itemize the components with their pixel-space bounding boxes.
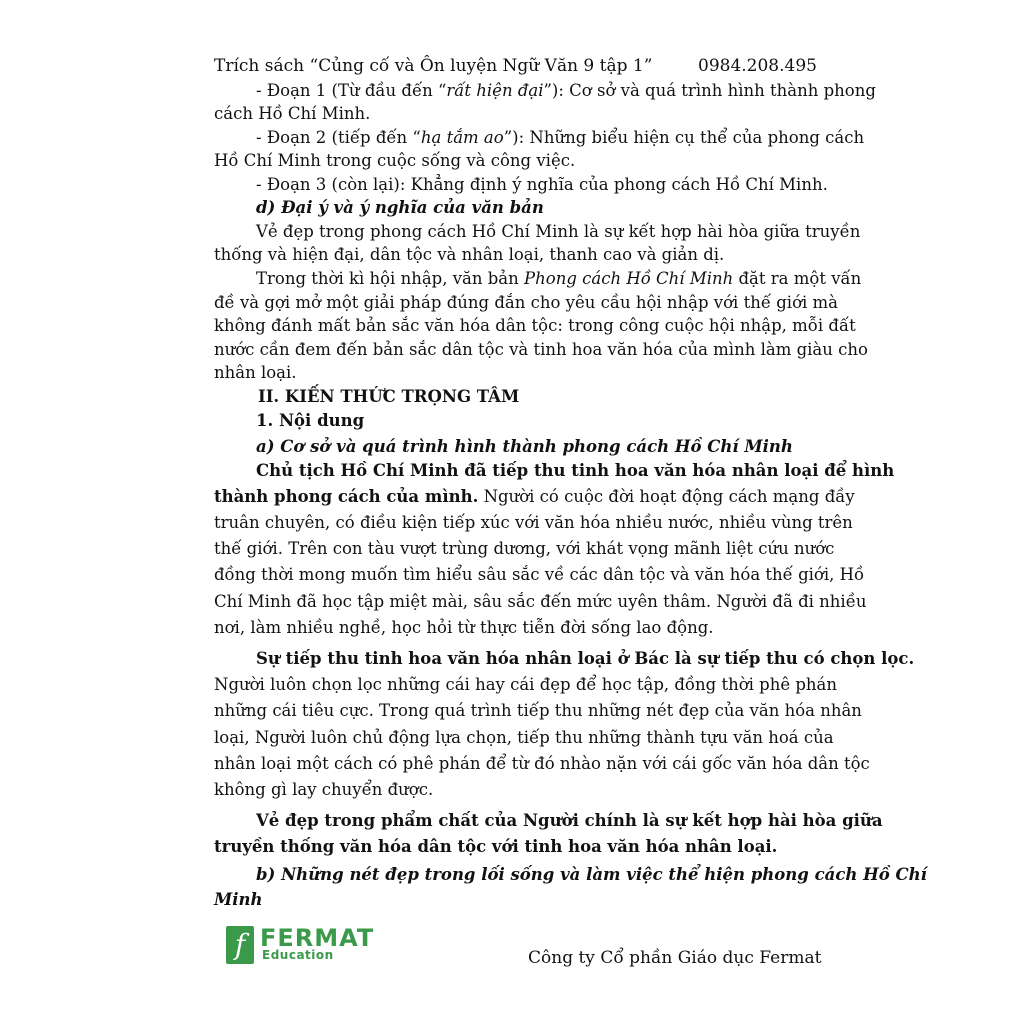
text-line-bold: Chủ tịch Hồ Chí Minh đã tiếp thu tinh hoa văn hóa nhân loại để hình [256, 461, 895, 480]
subheading-b: b) Những nét đẹp trong lối sống và làm việc thể hiện phong cách Hồ Chí [256, 865, 927, 884]
fermat-logo-icon: f [226, 926, 254, 964]
text-line: Chí Minh đã học tập miệt mài, sâu sắc đến mức uyên thâm. Người đã đi nhiều [214, 592, 867, 611]
text-line-bold: Vẻ đẹp trong phẩm chất của Người chính là sự kết hợp hài hòa giữa [256, 811, 883, 830]
text-span-italic: rất hiện đại [446, 81, 544, 100]
subheading-a: a) Cơ sở và quá trình hình thành phong cách Hồ Chí Minh [256, 437, 793, 456]
logo-subtitle: Education [262, 948, 334, 962]
subheading-b-cont: Minh [214, 890, 263, 909]
text-line: nhân loại. [214, 363, 297, 382]
text-line: thống và hiện đại, dân tộc và nhân loại, thanh cao và giản dị. [214, 245, 725, 264]
text-line: những cái tiêu cực. Trong quá trình tiếp thu những nét đẹp của văn hóa nhân [214, 701, 862, 720]
logo-title: FERMAT [260, 924, 375, 952]
text-line: Vẻ đẹp trong phong cách Hồ Chí Minh là sự kết hợp hài hòa giữa truyền [256, 222, 861, 241]
text-line: cách Hồ Chí Minh. [214, 104, 371, 123]
footer-company: Công ty Cổ phần Giáo dục Fermat [528, 948, 822, 968]
text-span: Người có cuộc đời hoạt động cách mạng đầy [478, 487, 855, 506]
text-span: đặt ra một vấn [733, 269, 862, 288]
text-line-bold: Sự tiếp thu tinh hoa văn hóa nhân loại ở Bác là sự tiếp thu có chọn lọc. [256, 649, 915, 668]
text-line: loại, Người luôn chủ động lựa chọn, tiếp thu những thành tựu văn hoá của [214, 728, 834, 747]
text-span-bold: thành phong cách của mình. [214, 487, 479, 506]
text-span: - Đoạn 2 (tiếp đến “ [256, 128, 421, 147]
fermat-logo [226, 926, 376, 966]
text-span: ”): Những biểu hiện cụ thể của phong cách [503, 128, 865, 147]
text-line: nơi, làm nhiều nghề, học hỏi từ thực tiễn đời sống lao động. [214, 618, 714, 637]
text-line [256, 80, 876, 102]
text-line: không đánh mất bản sắc văn hóa dân tộc: trong công cuộc hội nhập, mỗi đất [214, 316, 856, 335]
text-line: truân chuyên, có điều kiện tiếp xúc với văn hóa nhiều nước, nhiều vùng trên [214, 513, 853, 532]
text-span-italic: Phong cách Hồ Chí Minh [524, 269, 734, 288]
text-span-italic: hạ tắm ao [420, 128, 504, 147]
text-line: Hồ Chí Minh trong cuộc sống và công việc. [214, 151, 576, 170]
subheading-noi-dung: 1. Nội dung [256, 411, 365, 430]
text-line: Người luôn chọn lọc những cái hay cái đẹp để học tập, đồng thời phê phán [214, 675, 838, 694]
section-heading-ii: II. KIẾN THỨC TRỌNG TÂM [258, 387, 520, 406]
text-line: nước cần đem đến bản sắc dân tộc và tinh hoa văn hóa của mình làm giàu cho [214, 340, 868, 359]
text-line [256, 127, 865, 149]
text-line: nhân loại một cách có phê phán để từ đó nhào nặn với cái gốc văn hóa dân tộc [214, 754, 870, 773]
text-line: không gì lay chuyển được. [214, 780, 434, 799]
text-line-bold: truyền thống văn hóa dân tộc với tinh hoa văn hóa nhân loại. [214, 837, 778, 856]
section-heading-d: d) Đại ý và ý nghĩa của văn bản [256, 198, 544, 217]
header-book-title: Trích sách “Củng cố và Ôn luyện Ngữ Văn 9 tập 1” [214, 56, 653, 76]
text-line [214, 486, 855, 508]
header-phone: 0984.208.495 [698, 56, 817, 76]
text-span: ”): Cơ sở và quá trình hình thành phong [543, 81, 876, 100]
text-span: Trong thời kì hội nhập, văn bản [256, 269, 525, 288]
text-line [256, 268, 862, 290]
text-line: - Đoạn 3 (còn lại): Khẳng định ý nghĩa của phong cách Hồ Chí Minh. [256, 175, 828, 194]
text-line: đồng thời mong muốn tìm hiểu sâu sắc về các dân tộc và văn hóa thế giới, Hồ [214, 565, 865, 584]
text-line: đề và gợi mở một giải pháp đúng đắn cho yêu cầu hội nhập với thế giới mà [214, 293, 839, 312]
text-span: - Đoạn 1 (Từ đầu đến “ [256, 81, 447, 100]
text-line: thế giới. Trên con tàu vượt trùng dương, với khát vọng mãnh liệt cứu nước [214, 539, 835, 558]
